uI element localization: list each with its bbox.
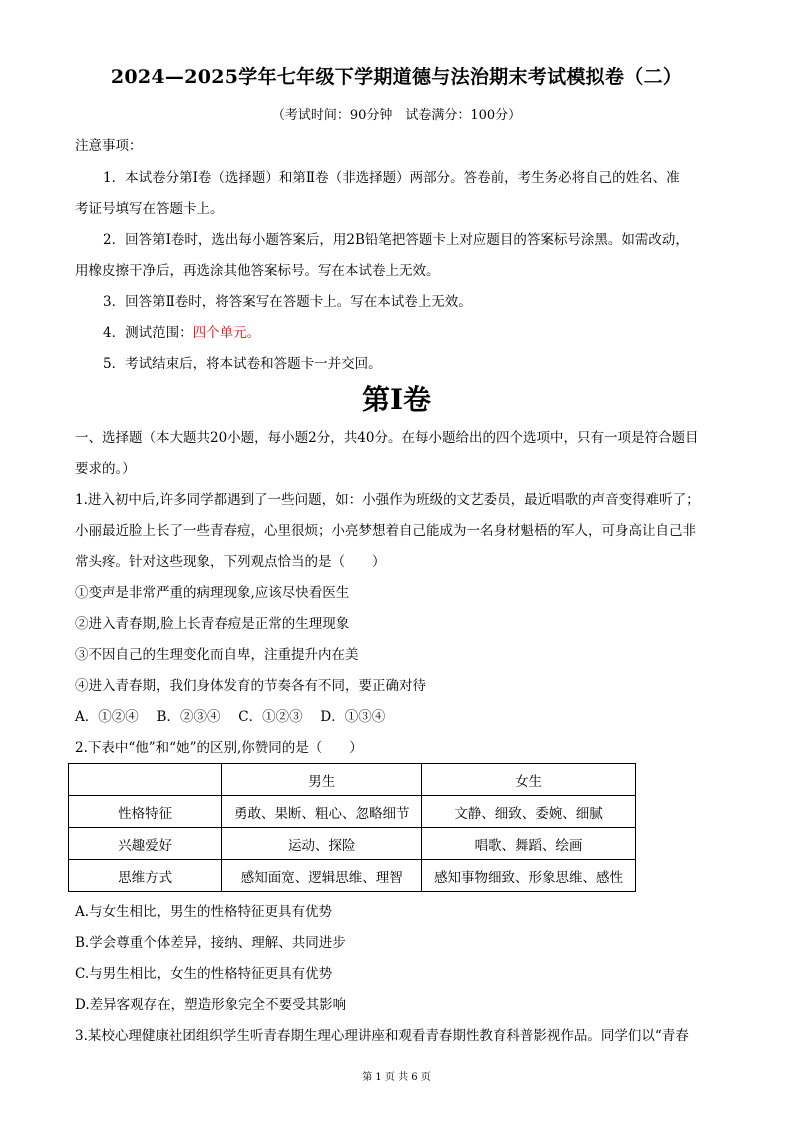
q1-statement-1: ①变声是非常严重的病理现象,应该尽快看医生	[75, 585, 350, 601]
q1-stem-line-1: 1.进入初中后,许多同学都遇到了一些问题，如：小强作为班级的文艺委员，最近唱歌的声音变得难听了；	[75, 492, 700, 508]
table-cell: 勇敢、果断、粗心、忽略细节	[222, 796, 422, 828]
table-header-row	[69, 764, 636, 796]
notice-item-1-line-1: 1．本试卷分第Ⅰ卷（选择题）和第Ⅱ卷（非选择题）两部分。答卷前，考生务必将自己的姓名、准	[103, 170, 680, 186]
table-row	[69, 796, 636, 828]
q1-stem-line-3: 常头疼。针对这些现象，下列观点恰当的是（ ）	[75, 554, 386, 570]
exam-subtitle: （考试时间：90分钟 试卷满分：100分）	[271, 108, 522, 123]
notice-item-2-line-2: 用橡皮擦干净后，再选涂其他答案标号。写在本试卷上无效。	[75, 263, 440, 279]
notice-item-4-scope: 四个单元。	[192, 325, 261, 341]
part1-intro-line-1: 一、选择题（本大题共20小题，每小题2分，共40分。在每小题给出的四个选项中，只有一项是符合题目	[75, 430, 699, 446]
q1-stem-line-2: 小丽最近脸上长了一些青春痘，心里很烦；小亮梦想着自己能成为一名身材魁梧的军人，可身高让自己非	[75, 523, 696, 539]
q3-stem-line-1: 3.某校心理健康社团组织学生听青春期生理心理讲座和观看青春期性教育科普影视作品。同学们以“青春	[75, 1028, 689, 1044]
q2-option-d: D.差异客观存在，塑造形象完全不要受其影响	[75, 997, 347, 1013]
exam-title: 2024—2025学年七年级下学期道德与法治期末考试模拟卷（二）	[110, 66, 683, 88]
table-row	[69, 860, 636, 892]
q1-statement-4: ④进入青春期，我们身体发育的节奏各有不同，要正确对待	[75, 678, 426, 694]
table-cell: 运动、探险	[222, 828, 422, 860]
q1-statement-2: ②进入青春期,脸上长青春痘是正常的生理现象	[75, 616, 350, 632]
notice-item-5: 5．考试结束后，将本试卷和答题卡一并交回。	[103, 356, 382, 372]
q2-stem: 2.下表中“他”和“她”的区别,你赞同的是（ ）	[75, 740, 363, 756]
notice-item-3: 3．回答第Ⅱ卷时，将答案写在答题卡上。写在本试卷上无效。	[103, 294, 472, 310]
table-header-cell: 女生	[422, 764, 636, 796]
q2-option-c: C.与男生相比，女生的性格特征更具有优势	[75, 966, 333, 982]
notice-item-4-prefix: 4．测试范围：	[103, 325, 193, 341]
section-title: 第Ⅰ卷	[361, 383, 432, 416]
notice-heading: 注意事项：	[75, 138, 143, 154]
part1-intro-line-2: 要求的。）	[75, 461, 136, 477]
page-footer: 第 1 页 共 6 页	[362, 1072, 431, 1083]
table-cell: 文静、细致、委婉、细腻	[422, 796, 636, 828]
table-cell: 感知面宽、逻辑思维、理智	[222, 860, 422, 892]
q1-statement-3: ③不因自己的生理变化而自卑，注重提升内在美	[75, 647, 359, 663]
q2-option-a: A.与女生相比，男生的性格特征更具有优势	[75, 904, 333, 920]
q1-choices: A．①②④ B．②③④ C．①②③ D．①③④	[75, 709, 386, 725]
table-cell: 唱歌、舞蹈、绘画	[422, 828, 636, 860]
table-row	[69, 828, 636, 860]
table-header-cell	[69, 764, 222, 796]
q2-option-b: B.学会尊重个体差异，接纳、理解、共同进步	[75, 935, 346, 951]
table-cell: 感知事物细致、形象思维、感性	[422, 860, 636, 892]
table-header-cell: 男生	[222, 764, 422, 796]
notice-item-1-line-2: 考证号填写在答题卡上。	[75, 201, 224, 217]
table-cell: 兴趣爱好	[69, 828, 222, 860]
table-cell: 性格特征	[69, 796, 222, 828]
table-cell: 思维方式	[69, 860, 222, 892]
gender-comparison-table	[68, 763, 636, 892]
notice-item-2-line-1: 2．回答第Ⅰ卷时，选出每小题答案后，用2B铅笔把答题卡上对应题目的答案标号涂黑。如需改动，	[103, 232, 689, 248]
notice-item-4	[103, 323, 723, 343]
